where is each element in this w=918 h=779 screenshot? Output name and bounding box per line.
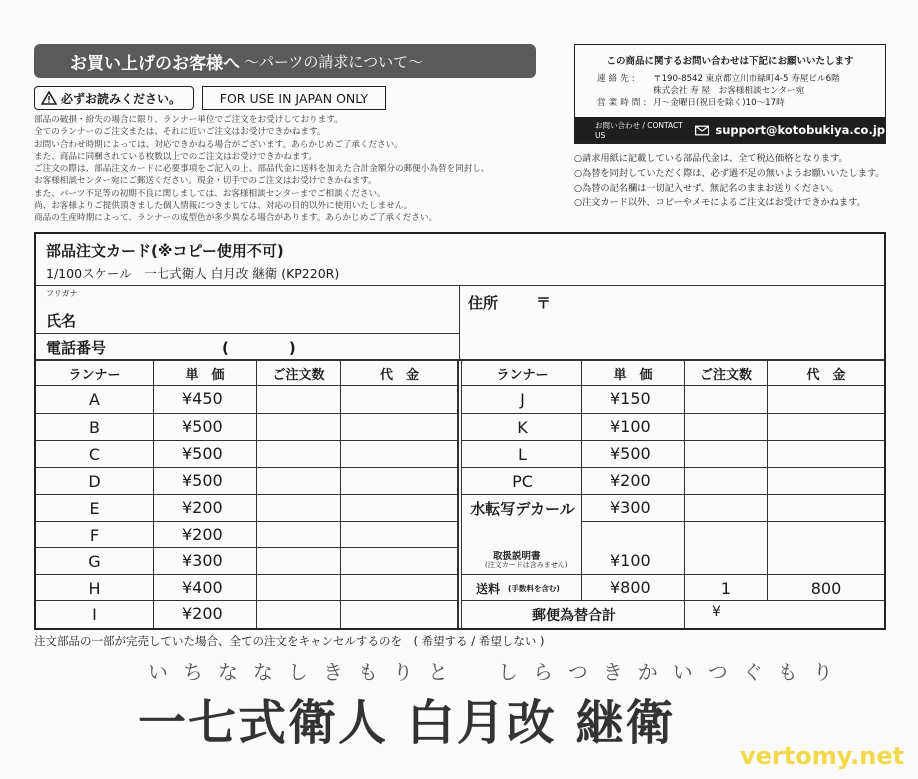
banner-title: お買い上げのお客様へ — [70, 53, 240, 74]
note-line: 尚、お客様よりご提供頂きました個人情報につきましては、対応の目的以外に使用いたしません。 — [34, 201, 413, 212]
price-cell: ¥100 — [610, 417, 651, 436]
price-cell: ¥200 — [182, 498, 223, 517]
address-line2: 株式会社 寿 屋 お客様相談センター宛 — [653, 86, 805, 96]
address-label: 連絡先: — [597, 74, 638, 84]
col-header-qty: ご注文数 — [272, 367, 325, 383]
divider — [459, 285, 460, 359]
shipping-note: (手数料を含む) — [508, 584, 560, 593]
rules-list — [574, 152, 884, 211]
divider — [36, 413, 459, 414]
note-line: お客様相談センター宛にご郵送ください。現金・切手でのご注文はお受けできかねます。 — [34, 176, 377, 187]
rule-item: ○請求用紙に記載している部品代金は、全て税込価格となります。 — [574, 153, 848, 164]
runner-cell: G — [88, 552, 101, 571]
col-header-amount: 代 金 — [806, 367, 846, 383]
phone-label: 電話番号 — [46, 339, 107, 357]
divider — [684, 359, 685, 628]
shipping-qty: 1 — [720, 579, 732, 598]
price-cell: ¥200 — [182, 525, 223, 544]
divider — [36, 333, 459, 334]
runner-cell: PC — [512, 472, 533, 491]
divider — [36, 600, 459, 601]
note-line: 商品の生産時期によって、ランナーの成型色が多少異なる場合があります。あらかじめご了承ください。 — [34, 213, 438, 224]
manual-price: ¥100 — [610, 551, 651, 570]
shipping-label: 送料 — [476, 582, 501, 596]
divider — [36, 440, 459, 441]
price-cell: ¥200 — [182, 604, 223, 623]
rule-item: ○注文カード以外、コピーやメモによるご注文はお受けできかねます。 — [574, 197, 866, 209]
contact-address-row — [597, 73, 885, 85]
contact-us-label: お問い合わせ / CONTACT US — [595, 121, 683, 140]
mail-icon — [695, 125, 709, 136]
col-header-qty: ご注文数 — [699, 367, 752, 383]
divider — [36, 547, 459, 548]
divider — [582, 521, 884, 522]
shipping-price: ¥800 — [610, 578, 651, 597]
name-label: 氏名 — [46, 312, 77, 330]
cancel-preference-text: 注文部品の一部が完売していた場合、全ての注文をキャンセルするのを ( 希望する / 希望しない ) — [34, 634, 545, 648]
runner-cell: I — [92, 605, 97, 624]
runner-cell: B — [89, 418, 100, 437]
product-title: 一七式衛人 白月改 継衛 — [138, 695, 676, 751]
rule-item: ○為替を同封していただく際は、必ず過不足の無いようお願いいたします。 — [574, 167, 885, 179]
shipping-total: 800 — [810, 579, 842, 598]
runner-cell: L — [518, 445, 527, 464]
col-header-runner: ランナー — [68, 367, 121, 383]
price-cell: ¥150 — [610, 389, 651, 408]
divider — [256, 359, 257, 628]
furigana-label: フリガナ — [46, 289, 78, 298]
price-cell: ¥500 — [610, 444, 651, 463]
contact-heading: この商品に関するお問い合わせは下記にお願いいたします — [606, 56, 854, 67]
address-label: 住所 — [468, 294, 499, 312]
contact-footer-bar — [575, 117, 885, 143]
note-line: お問い合わせ時期によっては、対応できかねる場合がございます。あらかじめご了承ください。 — [34, 139, 403, 150]
support-email-link[interactable]: support@kotobukiya.co.jp — [715, 123, 885, 137]
divider — [462, 574, 884, 575]
card-product: 1/100スケール 一七式衛人 白月改 継衛 (KP220R) — [46, 266, 340, 281]
postal-mark: 〒 — [536, 294, 552, 312]
contact-box — [574, 44, 886, 144]
japan-only-badge: FOR USE IN JAPAN ONLY — [202, 86, 386, 110]
warning-icon — [41, 91, 57, 105]
postal-total-yen: ¥ — [712, 604, 721, 620]
divider — [462, 440, 884, 441]
divider — [36, 494, 459, 495]
note-line: また、商品に同梱されている枚数以上でのご注文はお受けできかねます。 — [34, 151, 317, 162]
note-line: ご注文の際は、部品注文カードに必要事項をご記入の上、部品代金に送料を加えた合計金額分の郵便小為替を同封し、 — [34, 164, 490, 175]
runner-cell: C — [88, 445, 101, 464]
col-header-amount: 代 金 — [379, 367, 419, 383]
notes-block — [34, 114, 554, 225]
col-header-price: 単 価 — [185, 367, 225, 383]
divider — [36, 467, 459, 468]
divider — [340, 359, 341, 628]
price-cell: ¥500 — [182, 444, 223, 463]
divider — [457, 359, 459, 628]
divider — [36, 521, 459, 522]
hours-label: 営業時間: — [597, 98, 650, 108]
divider — [581, 359, 582, 600]
address-line1: 〒190-8542 東京都立川市緑町4-5 寿屋ビル6階 — [653, 74, 840, 84]
manual-note: (注文カードは含みません) — [485, 561, 568, 569]
divider — [36, 285, 884, 286]
runner-cell-decal: 水転写デカール — [470, 500, 575, 518]
banner-subtitle: ～パーツの請求について～ — [244, 52, 424, 71]
runner-cell: H — [88, 579, 101, 598]
col-header-runner: ランナー — [496, 367, 549, 383]
phone-parens: ( ) — [222, 339, 296, 357]
note-line: 部品の破損・紛失の場合に限り、ランナー単位でご注文をお受けしております。 — [34, 115, 343, 125]
price-cell: ¥500 — [182, 471, 223, 490]
card-title: 部品注文カード(※コピー使用不可) — [46, 242, 284, 260]
runner-cell: E — [89, 499, 100, 518]
manual-label: 取扱説明書 — [493, 551, 541, 562]
note-line: また、パーツ不足等の初期不良に関しましては、お客様相談センターまでご相談ください。 — [34, 188, 386, 199]
divider — [153, 359, 154, 628]
contact-address-row2 — [597, 85, 885, 97]
price-cell: ¥200 — [610, 471, 651, 490]
divider — [462, 413, 884, 414]
title-furigana: いちななしきもりと しらつきかいつぐもり — [148, 660, 848, 684]
postal-total-label: 郵便為替合計 — [532, 607, 616, 624]
watermark-text: vertomy.net — [740, 742, 905, 770]
divider — [36, 574, 459, 575]
note-line: 全てのランナーのご注文または、それに近いご注文はお受けできかねます。 — [34, 127, 326, 138]
price-cell: ¥500 — [182, 417, 223, 436]
contact-hours-row — [597, 97, 885, 109]
price-cell: ¥450 — [182, 389, 223, 408]
divider — [462, 467, 884, 468]
runner-cell: F — [89, 526, 100, 545]
divider — [462, 385, 884, 386]
must-read-badge — [34, 86, 194, 110]
must-read-text: 必ずお読みください。 — [61, 91, 182, 106]
divider — [36, 385, 459, 386]
price-cell: ¥400 — [182, 578, 223, 597]
divider — [462, 600, 884, 601]
rule-item: ○為替の記名欄は一切記入せず、無記名のままお送りください。 — [574, 182, 839, 194]
header-banner — [34, 44, 536, 78]
runner-cell: D — [88, 472, 101, 491]
price-cell: ¥300 — [610, 498, 651, 517]
price-cell: ¥300 — [182, 551, 223, 570]
order-card — [34, 232, 886, 630]
runner-cell: K — [517, 418, 528, 437]
runner-cell: A — [89, 390, 100, 409]
divider — [767, 359, 768, 600]
divider — [462, 494, 884, 495]
hours-text: 月～金曜日(祝日を除く)10～17時 — [653, 98, 785, 108]
runner-cell: J — [520, 390, 525, 409]
col-header-price: 単 価 — [613, 367, 653, 383]
